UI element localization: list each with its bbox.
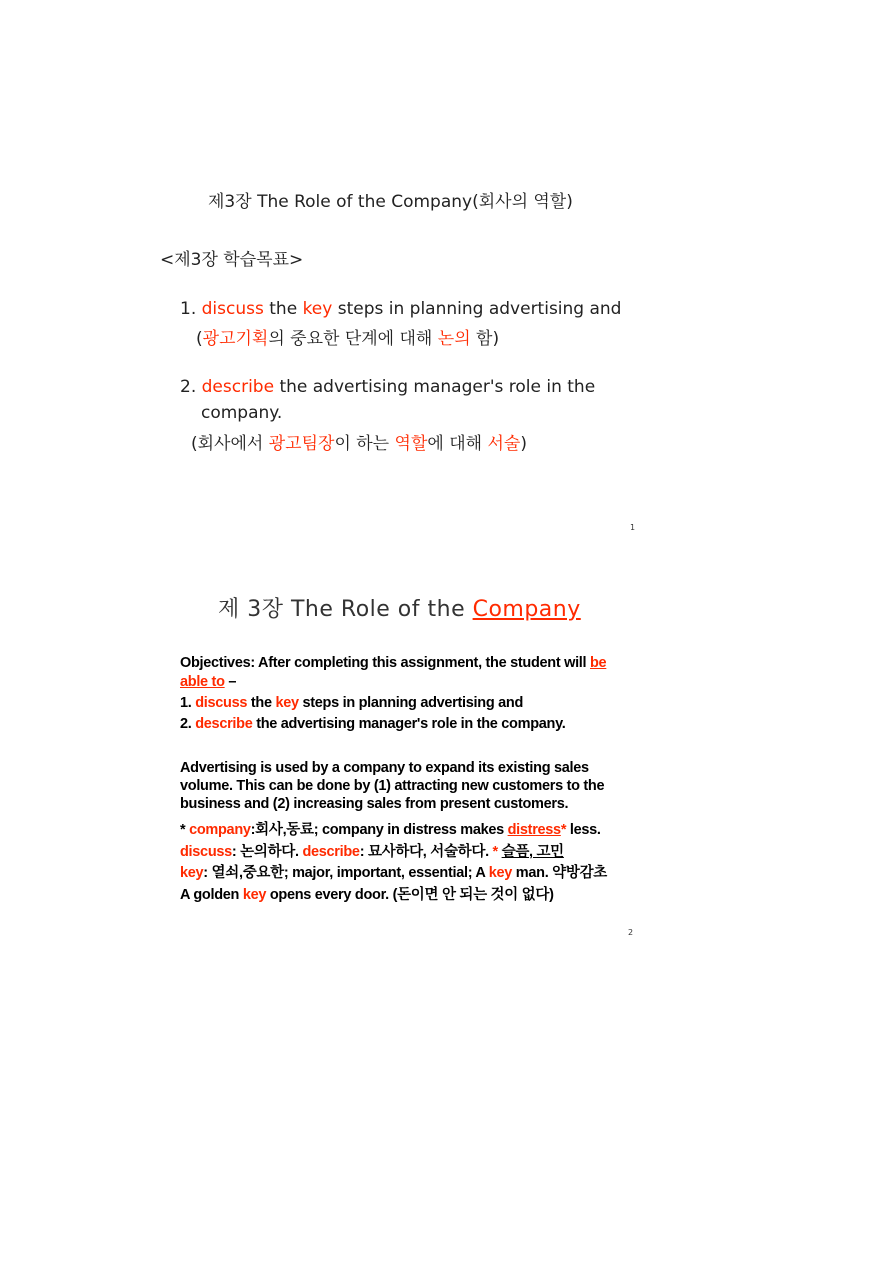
text-run: : 열쇠,중요한; major, important, essential; A	[203, 865, 489, 881]
text-run: 함)	[470, 329, 500, 349]
text-run: (회사에서	[191, 434, 269, 454]
highlight-word: discuss	[195, 695, 248, 711]
highlight-word: 광고기획	[202, 329, 269, 349]
vocab-line-3	[180, 861, 607, 882]
text-run: man. 약방감초	[512, 865, 608, 881]
objective-2-en	[180, 377, 595, 397]
objective-1	[180, 695, 523, 711]
paragraph-line-1: Advertising is used by a company to expand its existing sales	[180, 760, 589, 776]
slide-2-title	[218, 592, 581, 623]
objective-2-kr	[191, 429, 527, 454]
highlight-link: distress	[507, 822, 561, 838]
highlight-word: 서술	[487, 434, 521, 454]
text-run: 의 중요한 단계에 대해	[268, 329, 438, 349]
highlight-word: describe	[195, 716, 253, 732]
vocab-line-2	[180, 840, 564, 861]
highlight-word: discuss	[201, 299, 264, 319]
highlight-word: 논의	[437, 329, 471, 349]
text-run: (	[196, 329, 203, 349]
asterisk: *	[560, 822, 567, 838]
objective-2-en-cont: company.	[201, 403, 283, 423]
text-run: less.	[566, 822, 601, 838]
highlight-word: key	[180, 865, 204, 881]
title-text: 제 3장 The Role of the	[218, 597, 473, 622]
highlight-word: describe	[302, 844, 360, 860]
vocab-line-4	[180, 883, 554, 904]
objectives-heading: <제3장 학습목표>	[160, 250, 304, 270]
underlined-word: 슬픔, 고민	[501, 844, 564, 860]
text-run: opens every door. (돈이면 안 되는 것이 없다)	[266, 887, 554, 903]
paragraph-line-3: business and (2) increasing sales from present customers.	[180, 796, 569, 812]
asterisk: *	[492, 844, 498, 860]
highlight-word: key	[488, 865, 513, 881]
vocab-line-1	[180, 818, 601, 839]
text-run: steps in planning advertising and	[298, 695, 524, 711]
paragraph-line-2: volume. This can be done by (1) attracting new customers to the	[180, 778, 605, 794]
highlight-word: key	[302, 299, 333, 319]
text-run: the advertising manager's role in the	[274, 377, 596, 397]
highlight-word: 광고팀장	[268, 434, 335, 454]
highlight-link: be	[590, 655, 607, 671]
item-number: 1.	[180, 695, 196, 711]
text-run: the	[263, 299, 303, 319]
objective-1-kr	[196, 324, 499, 349]
highlight-word: describe	[201, 377, 275, 397]
highlight-link: able to	[180, 674, 225, 690]
highlight-word: key	[275, 695, 299, 711]
page-number: 2	[628, 928, 634, 937]
text-run: : 묘사하다, 서술하다.	[359, 844, 493, 860]
text-run: A golden	[180, 887, 243, 903]
text-run: )	[520, 434, 527, 454]
highlight-word: discuss	[180, 844, 232, 860]
text-run: : 논의하다.	[231, 844, 303, 860]
highlight-word: company	[189, 822, 251, 838]
text-run: 에 대해	[427, 434, 488, 454]
slide-1-title: 제3장 The Role of the Company(회사의 역할)	[208, 192, 573, 212]
objective-2	[180, 716, 566, 732]
text-run: –	[224, 674, 237, 690]
text-run: :회사,동료; company in distress makes	[250, 822, 508, 838]
item-number: 1.	[180, 299, 202, 319]
objectives-line-1	[180, 655, 606, 671]
title-highlight: Company	[472, 597, 581, 622]
highlight-word: 역할	[394, 434, 428, 454]
text-run: *	[180, 822, 190, 838]
page-number: 1	[630, 523, 636, 532]
item-number: 2.	[180, 377, 202, 397]
text-run: 이 하는	[334, 434, 395, 454]
objective-1-en	[180, 299, 621, 319]
text-run: Objectives: After completing this assignment, the student will	[180, 655, 590, 671]
item-number: 2.	[180, 716, 196, 732]
text-run: the advertising manager's role in the company.	[252, 716, 566, 732]
objectives-line-2	[180, 674, 236, 690]
text-run: the	[247, 695, 276, 711]
text-run: steps in planning advertising and	[332, 299, 622, 319]
highlight-word: key	[242, 887, 267, 903]
